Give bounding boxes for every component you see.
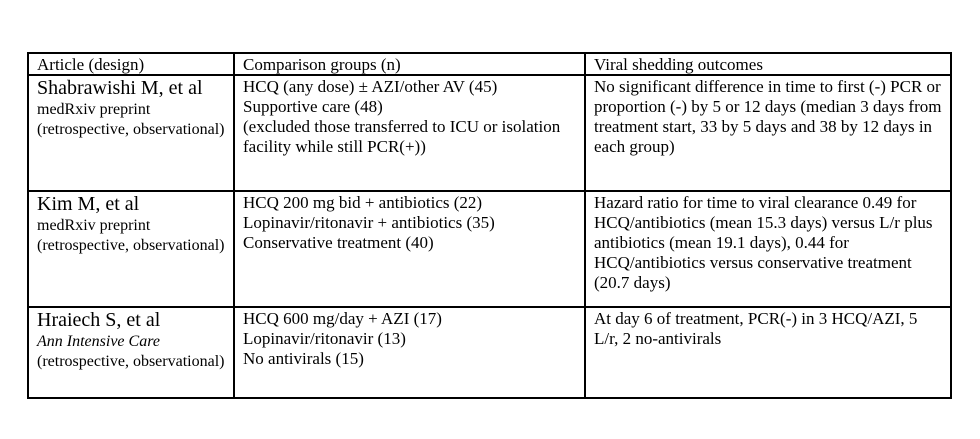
article-source: medRxiv preprint: [37, 101, 151, 118]
article-cell: [28, 75, 234, 191]
comparison-group: HCQ (any dose) ± AZI/other AV (45): [243, 77, 498, 96]
article-author: Hraiech S, et al: [37, 309, 161, 331]
table-row: [28, 75, 951, 191]
article-source: Ann Intensive Care: [37, 333, 160, 350]
article-cell: [28, 191, 234, 307]
article-cell: [28, 307, 234, 398]
article-design: (retrospective, observational): [37, 237, 225, 254]
comparison-groups-cell: [234, 191, 585, 307]
evidence-table: [27, 52, 952, 399]
table-row: [28, 191, 951, 307]
comparison-groups-cell: [234, 307, 585, 398]
header-comparison-groups: Comparison groups (n): [234, 53, 585, 75]
article-author: Shabrawishi M, et al: [37, 77, 203, 99]
table-row: [28, 307, 951, 398]
comparison-group: Supportive care (48): [243, 97, 383, 116]
header-article-design: Article (design): [28, 53, 234, 75]
comparison-group: (excluded those transferred to ICU or isolation facility while still PCR(+)): [243, 117, 561, 156]
article-source: medRxiv preprint: [37, 217, 151, 234]
article-design: (retrospective, observational): [37, 353, 225, 370]
comparison-group: HCQ 600 mg/day + AZI (17): [243, 309, 442, 328]
comparison-group: Lopinavir/ritonavir + antibiotics (35): [243, 213, 495, 232]
table-header-row: [28, 53, 951, 75]
outcome-cell: Hazard ratio for time to viral clearance 0.49 for HCQ/antibiotics (mean 15.3 days) versus L/r plus antibiotics (mean 19.1 days), 0.44 for HCQ/antibiotics versus conservative treatment (20.7 days): [585, 191, 951, 307]
comparison-group: Lopinavir/ritonavir (13): [243, 329, 406, 348]
outcome-cell: No significant difference in time to first (-) PCR or proportion (-) by 5 or 12 days (median 3 days from treatment start, 33 by 5 days and 38 by 12 days in each group): [585, 75, 951, 191]
outcome-cell: At day 6 of treatment, PCR(-) in 3 HCQ/AZI, 5 L/r, 2 no-antivirals: [585, 307, 951, 398]
comparison-group: HCQ 200 mg bid + antibiotics (22): [243, 193, 483, 212]
comparison-group: No antivirals (15): [243, 349, 364, 368]
comparison-group: Conservative treatment (40): [243, 233, 434, 252]
comparison-groups-cell: [234, 75, 585, 191]
article-design: (retrospective, observational): [37, 121, 225, 138]
article-author: Kim M, et al: [37, 193, 140, 215]
header-viral-shedding-outcomes: Viral shedding outcomes: [585, 53, 951, 75]
